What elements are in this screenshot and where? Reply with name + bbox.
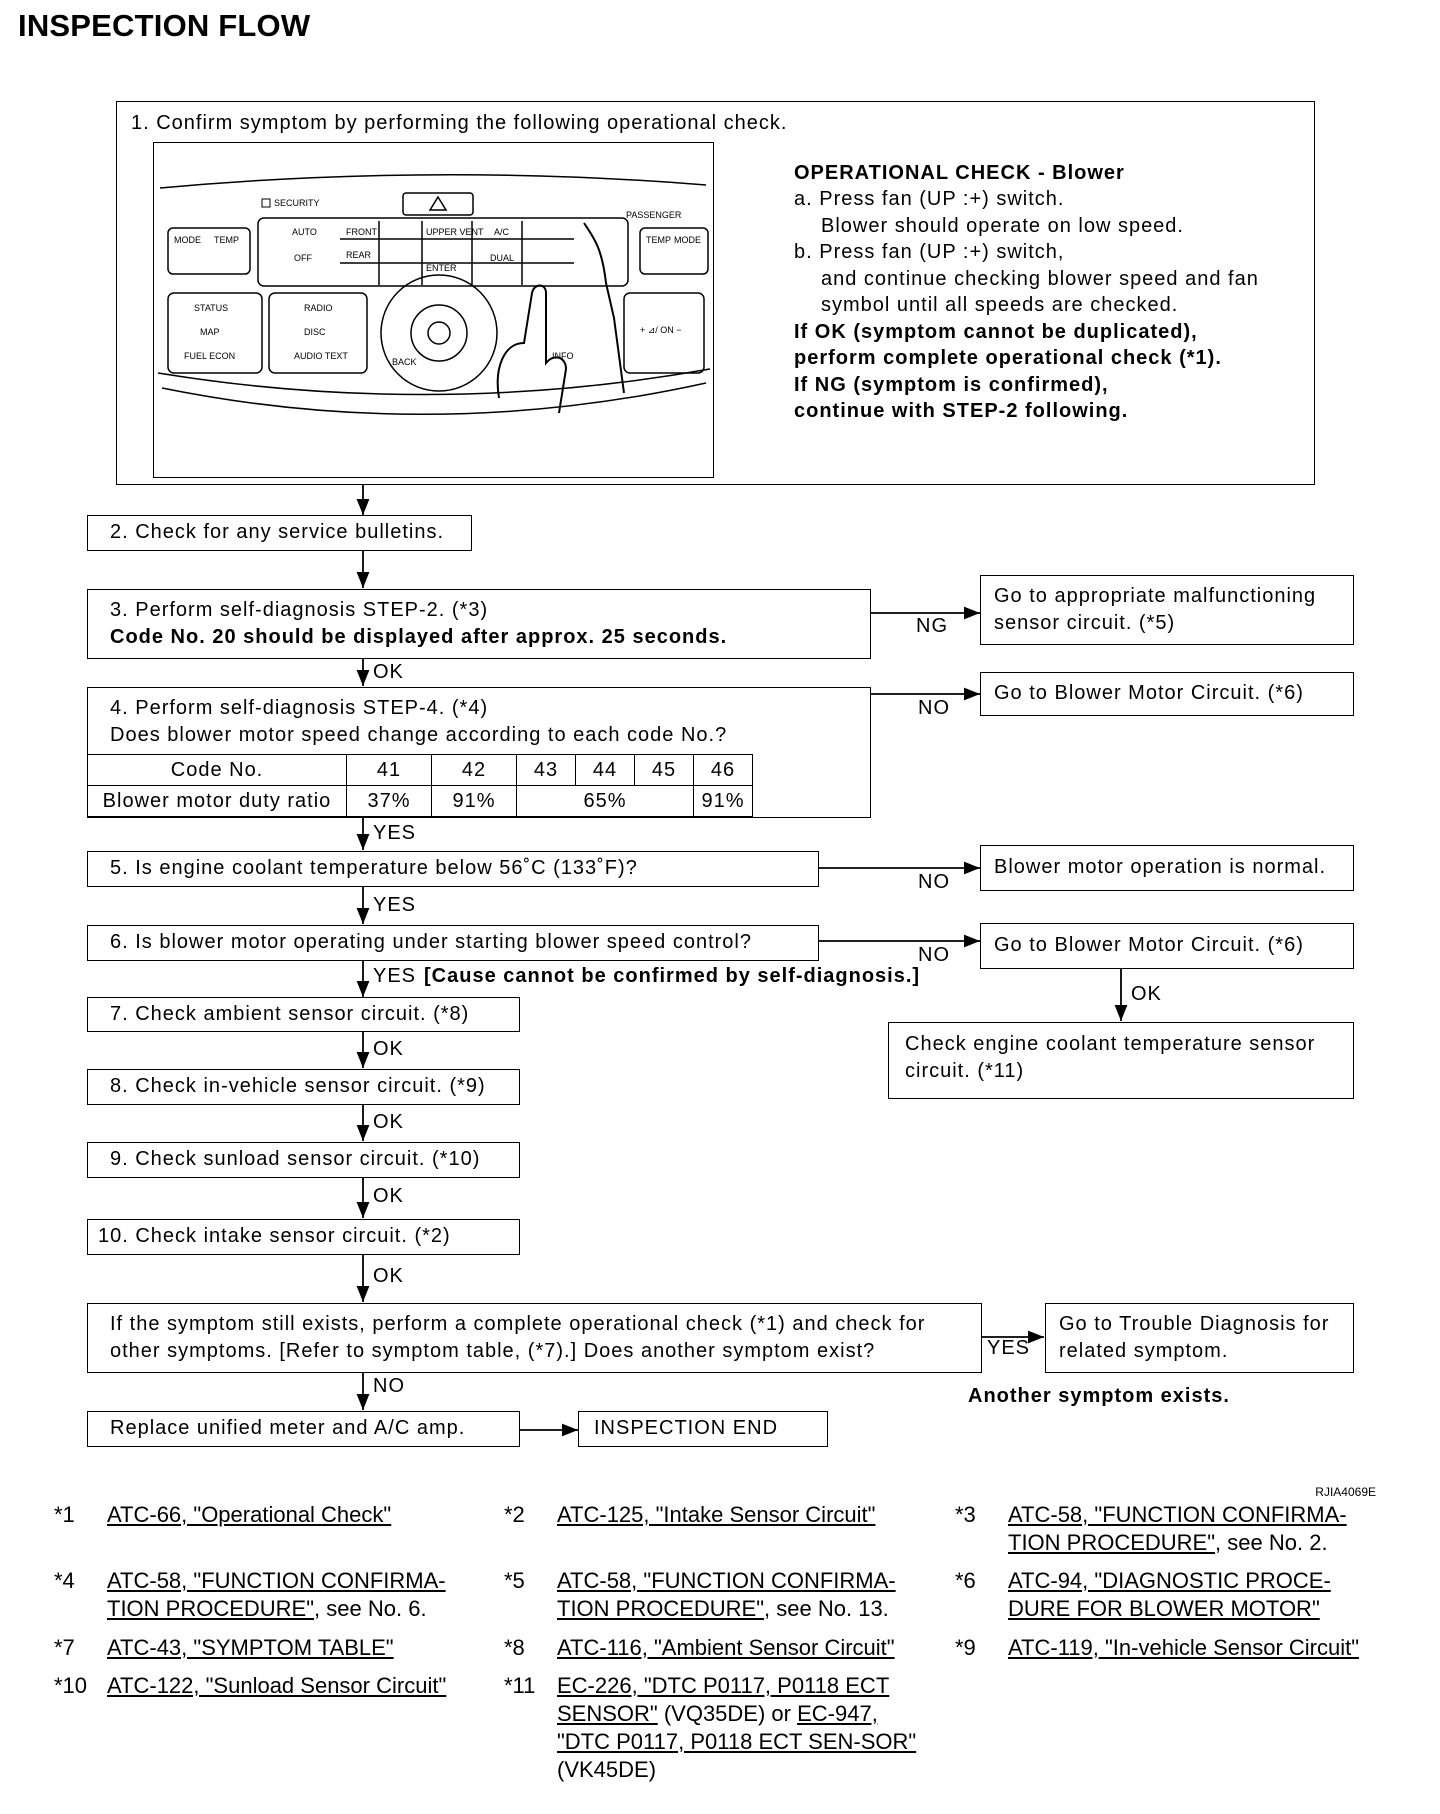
check-line-b: b. Press fan (UP :+) switch, — [794, 241, 1065, 263]
panel-passenger-label: PASSENGER — [626, 210, 682, 220]
ref-suffix: , see No. 13. — [764, 1596, 889, 1621]
step6-text: 6. Is blower motor operating under starting blower speed control? — [110, 931, 752, 953]
ratio-cell: 91% — [694, 786, 753, 817]
step3-ng-result-line1: Go to appropriate malfunctioning — [994, 585, 1317, 607]
result-line-2: perform complete operational check (*1). — [794, 347, 1222, 369]
step4-no-label: NO — [918, 697, 950, 719]
step2-box — [87, 515, 472, 551]
step10-box — [87, 1219, 520, 1255]
panel-audio-text: AUDIO TEXT — [294, 351, 348, 361]
image-id: RJIA4069E — [1315, 1485, 1376, 1499]
ref-link[interactable]: ATC-125, "Intake Sensor Circuit" — [557, 1502, 876, 1527]
step1-header: 1. Confirm symptom by performing the following operational check. — [131, 112, 788, 134]
ref-num: *9 — [955, 1635, 976, 1660]
ref-link[interactable]: ATC-43, "SYMPTOM TABLE" — [107, 1635, 394, 1660]
inspection-end-text: INSPECTION END — [594, 1417, 779, 1439]
step3-line2: Code No. 20 should be displayed after approx. 25 seconds. — [110, 626, 728, 648]
ok-label-7: OK — [373, 1038, 404, 1060]
control-panel-illustration — [153, 142, 714, 478]
ref-link[interactable]: ATC-58, "FUNCTION CONFIRMA-TION PROCEDURE" — [1008, 1502, 1347, 1555]
ref-link[interactable]: ATC-58, "FUNCTION CONFIRMA-TION PROCEDURE" — [107, 1568, 446, 1621]
panel-radio: RADIO — [304, 303, 333, 313]
panel-disc: DISC — [304, 327, 326, 337]
ok-label-9: OK — [373, 1185, 404, 1207]
ref-suffix: , see No. 6. — [314, 1596, 427, 1621]
step6-no-result-text: Go to Blower Motor Circuit. (*6) — [994, 934, 1304, 956]
ref-suffix: (VK45DE) — [557, 1757, 657, 1782]
step6-yes-label: YES — [373, 965, 417, 987]
ratio-cell: 91% — [432, 786, 517, 817]
final-check-box — [87, 1303, 982, 1373]
step4-line2: Does blower motor speed change according to each code No.? — [110, 724, 728, 746]
step6-ok-result-line1: Check engine coolant temperature sensor — [905, 1033, 1316, 1055]
ref-link[interactable]: ATC-94, "DIAGNOSTIC PROCE-DURE FOR BLOWER MOTOR" — [1008, 1568, 1331, 1621]
panel-mode-left: MODE — [174, 235, 201, 245]
panel-temp-left: TEMP — [214, 235, 240, 245]
ref-link[interactable]: ATC-66, "Operational Check" — [107, 1502, 392, 1527]
ref-num: *7 — [54, 1635, 75, 1660]
ref-num: *4 — [54, 1568, 75, 1593]
panel-temp-right: TEMP — [646, 235, 672, 245]
ref-num: *5 — [504, 1568, 525, 1593]
ref-num: *11 — [504, 1673, 536, 1698]
ref-num: *2 — [504, 1502, 525, 1527]
ratio-row-label: Blower motor duty ratio — [88, 786, 347, 817]
step5-yes-label: YES — [373, 894, 417, 916]
step2-text: 2. Check for any service bulletins. — [110, 521, 445, 543]
ref-link[interactable]: EC-947, "DTC P0117, P0118 ECT SEN-SOR" — [557, 1701, 917, 1754]
step6-yes-note: [Cause cannot be confirmed by self-diagnosis.] — [424, 965, 921, 987]
panel-map: MAP — [200, 327, 220, 337]
final-yes-result — [1045, 1303, 1354, 1373]
step8-box — [87, 1069, 520, 1105]
step3-ng-result-line2: sensor circuit. (*5) — [994, 612, 1176, 634]
ref-num: *3 — [955, 1502, 976, 1527]
ref-num: *10 — [54, 1673, 88, 1698]
step9-box — [87, 1142, 520, 1178]
code-cell: 43 — [517, 755, 576, 786]
ref-suffix: (VQ35DE) or — [657, 1701, 798, 1726]
step9-text: 9. Check sunload sensor circuit. (*10) — [110, 1148, 481, 1170]
panel-security-label: SECURITY — [274, 198, 320, 208]
panel-upper-vent: UPPER VENT — [426, 227, 484, 237]
replace-text: Replace unified meter and A/C amp. — [110, 1417, 466, 1439]
code-cell: 41 — [347, 755, 432, 786]
final-yes-result-line2: related symptom. — [1059, 1340, 1229, 1362]
step8-text: 8. Check in-vehicle sensor circuit. (*9) — [110, 1075, 486, 1097]
panel-info: INFO — [552, 351, 574, 361]
step4-line1: 4. Perform self-diagnosis STEP-4. (*4) — [110, 697, 489, 719]
ok-label-10: OK — [373, 1265, 404, 1287]
step5-no-result — [980, 845, 1354, 891]
ref-link[interactable]: ATC-116, "Ambient Sensor Circuit" — [557, 1635, 895, 1660]
step5-box — [87, 851, 819, 887]
step10-text: 10. Check intake sensor circuit. (*2) — [98, 1225, 451, 1247]
panel-auto: AUTO — [292, 227, 317, 237]
check-line-a: a. Press fan (UP :+) switch. — [794, 188, 1065, 210]
another-symptom-note: Another symptom exists. — [968, 1385, 1230, 1407]
code-cell: 45 — [635, 755, 694, 786]
step7-box — [87, 997, 520, 1032]
ratio-row — [88, 786, 753, 817]
check-line-b3: symbol until all speeds are checked. — [821, 294, 1179, 316]
panel-enter: ENTER — [426, 263, 457, 273]
step3-ng-label: NG — [916, 615, 948, 637]
ok-label-8: OK — [373, 1111, 404, 1133]
step6-box — [87, 925, 819, 961]
step4-no-result — [980, 672, 1354, 716]
panel-ac: A/C — [494, 227, 510, 237]
replace-box — [87, 1411, 520, 1447]
code-row — [88, 755, 753, 786]
ref-link[interactable]: EC-226, "DTC P0117, P0118 ECT SENSOR" — [557, 1673, 890, 1726]
panel-rear: REAR — [346, 250, 372, 260]
check-line-a2: Blower should operate on low speed. — [821, 215, 1184, 237]
code-cell: 46 — [694, 755, 753, 786]
check-line-b2: and continue checking blower speed and fan — [821, 268, 1259, 290]
step3-box — [87, 589, 871, 659]
step3-ok-label: OK — [373, 661, 404, 683]
panel-off: OFF — [294, 253, 312, 263]
panel-mode-right: MODE — [674, 235, 701, 245]
code-row-label: Code No. — [88, 755, 347, 786]
result-line-1: If OK (symptom cannot be duplicated), — [794, 321, 1198, 343]
code-cell: 42 — [432, 755, 517, 786]
code-table — [87, 754, 753, 817]
panel-status: STATUS — [194, 303, 229, 313]
panel-vol: + ⊿/ ON − — [640, 325, 682, 335]
operational-check-title: OPERATIONAL CHECK - Blower — [794, 162, 1125, 184]
step3-ng-result — [980, 575, 1354, 645]
panel-fuel-econ: FUEL ECON — [184, 351, 236, 361]
step3-line1: 3. Perform self-diagnosis STEP-2. (*3) — [110, 599, 489, 621]
final-check-line1: If the symptom still exists, perform a complete operational check (*1) and check for — [110, 1313, 926, 1335]
panel-back: BACK — [392, 357, 417, 367]
step6-no-label: NO — [918, 944, 950, 966]
step6-ok-result-line2: circuit. (*11) — [905, 1060, 1025, 1082]
step6-ok-result — [888, 1022, 1354, 1099]
step5-no-label: NO — [918, 871, 950, 893]
ref-num: *8 — [504, 1635, 525, 1660]
final-yes-label: YES — [987, 1337, 1031, 1359]
ref-link[interactable]: ATC-119, "In-vehicle Sensor Circuit" — [1008, 1635, 1360, 1660]
final-check-line2: other symptoms. [Refer to symptom table, (*7).] Does another symptom exist? — [110, 1340, 876, 1362]
ref-num: *1 — [54, 1502, 75, 1527]
inspection-end-box — [578, 1411, 828, 1447]
step4-no-result-text: Go to Blower Motor Circuit. (*6) — [994, 682, 1304, 704]
ratio-cell: 65% — [517, 786, 694, 817]
result-line-3: If NG (symptom is confirmed), — [794, 374, 1109, 396]
step6-no-result — [980, 923, 1354, 969]
final-no-label: NO — [373, 1375, 405, 1397]
code-cell: 44 — [576, 755, 635, 786]
ref-num: *6 — [955, 1568, 976, 1593]
ref-link[interactable]: ATC-122, "Sunload Sensor Circuit" — [107, 1673, 447, 1698]
step7-text: 7. Check ambient sensor circuit. (*8) — [110, 1003, 470, 1025]
step1-box — [116, 101, 1315, 485]
panel-front: FRONT — [346, 227, 377, 237]
step5-text: 5. Is engine coolant temperature below 56˚C (133˚F)? — [110, 857, 638, 879]
panel-dual: DUAL — [490, 253, 515, 263]
step5-no-result-text: Blower motor operation is normal. — [994, 856, 1327, 878]
panel-drawing — [154, 143, 712, 476]
ref-link[interactable]: ATC-58, "FUNCTION CONFIRMA-TION PROCEDURE" — [557, 1568, 896, 1621]
page-title: INSPECTION FLOW — [18, 8, 311, 43]
final-yes-result-line1: Go to Trouble Diagnosis for — [1059, 1313, 1330, 1335]
ratio-cell: 37% — [347, 786, 432, 817]
ref-suffix: , see No. 2. — [1215, 1530, 1328, 1555]
step4-yes-label: YES — [373, 822, 417, 844]
step6-ok-label: OK — [1131, 983, 1162, 1005]
result-line-4: continue with STEP-2 following. — [794, 400, 1129, 422]
